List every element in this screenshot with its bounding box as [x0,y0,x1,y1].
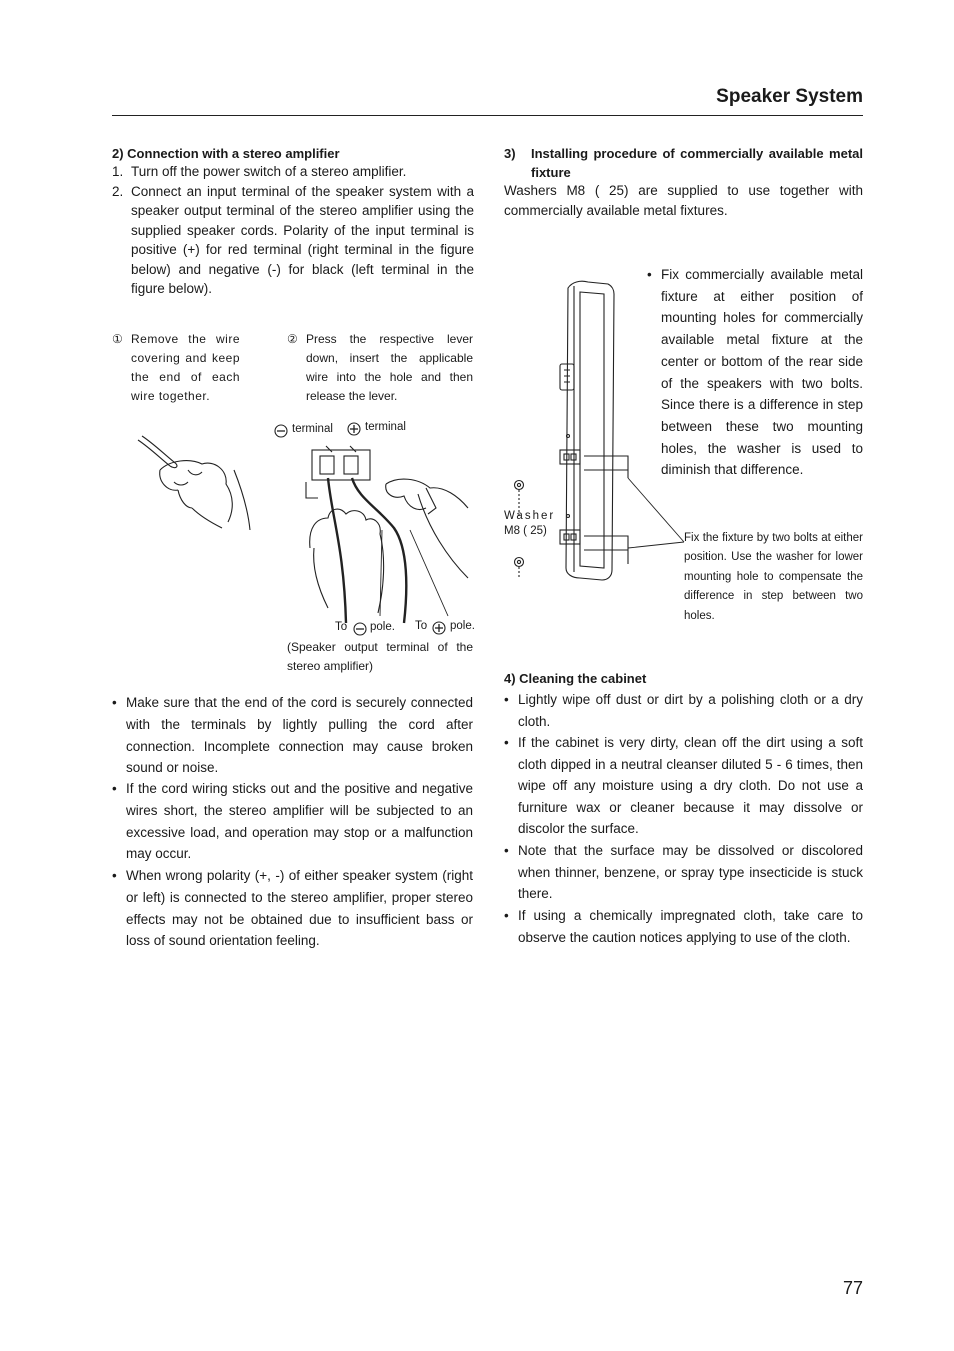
step-number: 1. [112,164,124,179]
minus-terminal-label: terminal [292,423,333,435]
to-minus-label-pre: To [335,621,348,633]
bullet-item [112,692,473,779]
bullet-text: Make sure that the end of the cord is securely connected with the terminals by lightly pulling the cord after connection. Incomplete connection may cause broken sound or noise. [126,695,473,776]
minus-icon [353,622,367,636]
step-number: 2. [112,183,124,199]
bullet-marker: • [504,843,509,858]
bullet-item [504,905,863,948]
terminal-insertion-illustration [298,438,478,623]
section-2-heading: 2) Connection with a stereo amplifier [112,146,340,161]
plus-icon [347,422,361,436]
bullet-text: Fix commercially available metal fixture at either position of mounting holes for commercially available metal fixture at the center or bottom of the rear side of the speakers with two bolts. Since there is a difference in step between these two mounting holes, the washer is used to diminish that difference. [661,267,863,478]
washer-label: Washer [504,510,556,522]
step-text: Connect an input terminal of the speaker system with a speaker output terminal of the stereo amplifier using the supplied speaker cords. Polarity of the input terminal is positive (+) for red terminal (right terminal in the figure below) and negative (-) for black (left terminal in the figure below). [131,183,474,296]
page-title: Speaker System [716,86,863,107]
page-number: 77 [842,1278,863,1298]
bullet-marker: • [504,735,509,750]
plus-terminal-label: terminal [365,421,406,433]
to-minus-label-post: pole. [370,621,395,633]
section-4-heading: 4) Cleaning the cabinet [504,671,647,686]
bullet-text: If the cord wiring sticks out and the positive and negative wires short, the stereo amplifier will be subjected to an excessive load, and operation may stop or a malfunction may occur. [126,781,473,862]
bullet-marker: • [112,868,117,883]
bullet-text: When wrong polarity (+, -) of either speaker system (right or left) is connected to the stereo amplifier, proper stereo effects may not be obtained due to insufficient bass or loss of sound orientation feeling. [126,868,473,949]
section-3-title: Installing procedure of commercially available metal fixture [531,146,863,180]
bullet-marker: • [112,695,117,710]
bullet-text: If the cabinet is very dirty, clean off the dirt using a soft cloth dipped in a neutral cleanser diluted 5 - 6 times, then wipe off any moisture using a dry cloth. Do not use a furniture wax or cleaner because it may dissolve or discolor the surface. [518,735,863,837]
plus-icon [432,621,446,635]
bullet-text: Lightly wipe off dust or dirt by a polishing cloth or a dry cloth. [518,692,863,729]
header-rule [112,115,863,116]
bullet-item [504,840,863,905]
to-plus-label-pre: To [415,620,428,632]
step-2 [112,182,474,299]
fix-note: Fix the fixture by two bolts at either position. Use the washer for lower mounting hole to compensate the difference in step between two holes. [684,532,863,622]
minus-icon [274,424,288,438]
step-2-text: Press the respective lever down, insert the applicable wire into the hole and then release the lever. [306,332,473,403]
speaker-cabinet-illustration [508,278,688,588]
to-plus-label-post: pole. [450,620,475,632]
section-3-number: 3) [504,146,516,161]
bullet-marker: • [504,908,509,923]
fig-step-2 [287,330,473,406]
step-1-marker: ① [112,332,123,346]
section-3-intro: Washers M8 ( 25) are supplied to use together with commercially available metal fixtures. [504,183,863,218]
bullet-item [112,778,473,865]
step-text: Turn off the power switch of a stereo amplifier. [131,164,407,179]
bullet-item [112,865,473,952]
bullet-item [504,732,863,840]
step-2-marker: ② [287,332,298,346]
bullet-marker: • [647,267,652,282]
step-1 [112,162,474,182]
bullet-text: If using a chemically impregnated cloth, take care to observe the caution notices applying to use of the cloth. [518,908,863,945]
bullet-marker: • [504,692,509,707]
section-2-steps [112,162,474,299]
fig-step-1 [112,330,240,406]
step-1-text: Remove the wire covering and keep the end of each wire together. [131,332,240,403]
bullet-item [504,689,863,732]
bullet-text: Note that the surface may be dissolved or discolored when thinner, benzene, or spray type insecticide is stuck there. [518,843,863,902]
figure-caption: (Speaker output terminal of the stereo amplifier) [287,640,473,673]
washer-size-label: M8 ( 25) [504,525,547,537]
hand-twisting-wire-illustration [130,430,260,540]
bullet-marker: • [112,781,117,796]
section-3-heading [504,144,863,182]
